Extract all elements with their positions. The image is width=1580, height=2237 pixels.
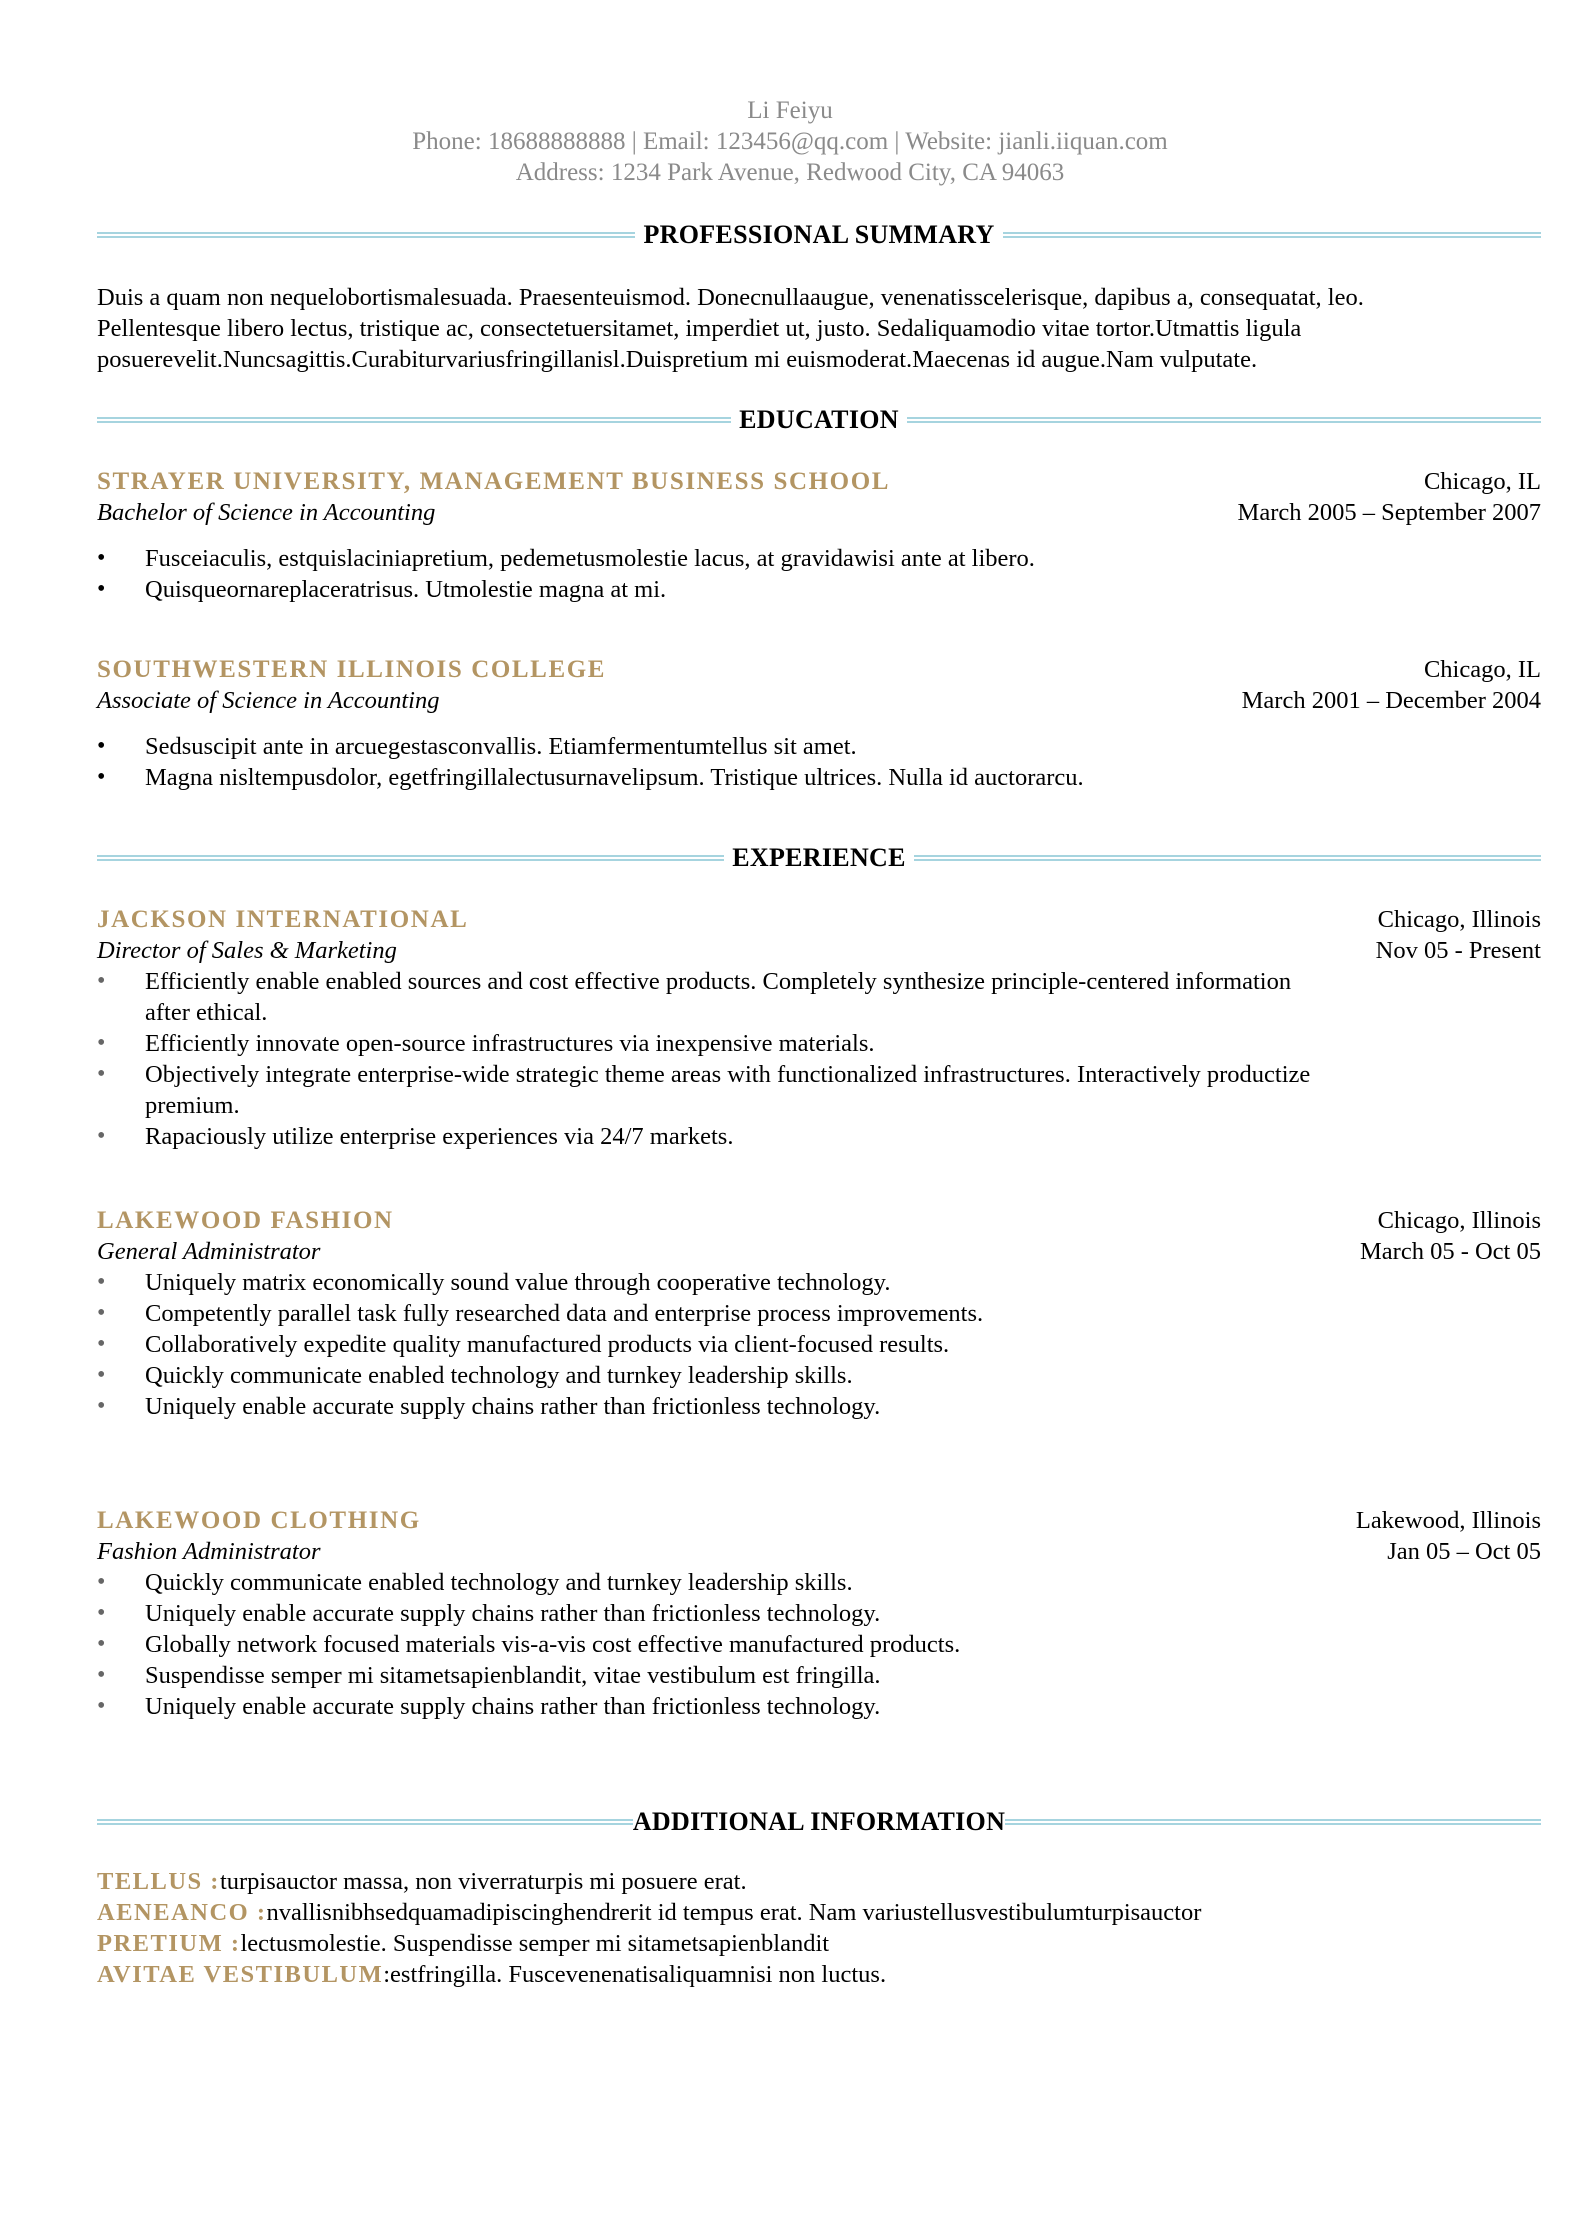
company-location: Chicago, Illinois — [1377, 1207, 1541, 1234]
company-location: Chicago, Illinois — [1377, 906, 1541, 933]
job-dates: March 05 - Oct 05 — [1360, 1238, 1541, 1265]
bullet-list — [97, 966, 1337, 1152]
job-title: Fashion Administrator — [97, 1538, 321, 1565]
divider-rule — [1005, 1819, 1541, 1825]
experience-entry — [97, 904, 1541, 1152]
list-item: • Quickly communicate enabled technology and turnkey leadership skills. — [97, 1567, 1541, 1598]
summary-line: Pellentesque libero lectus, tristique ac, consectetuersitamet, imperdiet ut, justo. Sedaliquamodio vitae tortor.Utmattis ligula — [97, 315, 1302, 342]
list-item: • Suspendisse semper mi sitametsapienblandit, vitae vestibulum est fringilla. — [97, 1660, 1541, 1691]
list-item: • Sedsuscipit ante in arcuegestasconvallis. Etiamfermentumtellus sit amet. — [97, 731, 1541, 762]
job-title: General Administrator — [97, 1238, 321, 1265]
list-item: • Efficiently innovate open-source infrastructures via inexpensive materials. — [97, 1028, 1337, 1059]
list-item: • Uniquely matrix economically sound value through cooperative technology. — [97, 1267, 1541, 1298]
school-location: Chicago, IL — [1423, 656, 1541, 683]
list-item: • Quickly communicate enabled technology and turnkey leadership skills. — [97, 1360, 1541, 1391]
resume-header — [0, 0, 1580, 188]
divider-rule — [914, 855, 1541, 861]
summary-line: Duis a quam non nequelobortismalesuada. Praesenteuismod. Donecnullaaugue, venenatisscelerisque, dapibus a, consequatat, leo. — [97, 284, 1364, 311]
experience-entry — [97, 1205, 1541, 1422]
job-dates: Nov 05 - Present — [1375, 937, 1541, 964]
divider-rule — [97, 855, 724, 861]
company-location: Lakewood, Illinois — [1355, 1507, 1541, 1534]
info-line — [97, 1897, 1541, 1928]
degree: Bachelor of Science in Accounting — [97, 499, 436, 526]
divider-rule — [1003, 232, 1541, 238]
section-title: PROFESSIONAL SUMMARY — [643, 220, 995, 249]
list-item: • Uniquely enable accurate supply chains rather than frictionless technology. — [97, 1391, 1541, 1422]
info-text: :estfringilla. Fuscevenenatisaliquamnisi non luctus. — [383, 1961, 887, 1988]
summary-line: posuerevelit.Nuncsagittis.Curabiturvariusfringillanisl.Duispretium mi euismoderat.Maecenas id augue.Nam vulputate. — [97, 346, 1258, 373]
education-entry — [97, 654, 1541, 793]
info-line — [97, 1866, 1541, 1897]
info-line — [97, 1928, 1541, 1959]
summary-text — [97, 282, 1541, 375]
job-dates: Jan 05 – Oct 05 — [1387, 1538, 1541, 1565]
list-item: • Uniquely enable accurate supply chains rather than frictionless technology. — [97, 1691, 1541, 1722]
additional-info — [97, 1866, 1541, 1990]
list-item: • Objectively integrate enterprise-wide strategic theme areas with functionalized infrastructures. Interactively productize premium. — [97, 1059, 1337, 1121]
info-label: AVITAE VESTIBULUM — [97, 1961, 384, 1988]
info-text: turpisauctor massa, non viverraturpis mi posuere erat. — [219, 1868, 747, 1895]
additional-heading — [97, 1806, 1541, 1838]
divider-rule — [97, 1819, 633, 1825]
list-item: • Competently parallel task fully researched data and enterprise process improvements. — [97, 1298, 1541, 1329]
list-item: • Collaboratively expedite quality manufactured products via client-focused results. — [97, 1329, 1541, 1360]
divider-rule — [907, 417, 1541, 423]
bullet-list — [97, 1267, 1541, 1422]
summary-heading — [97, 219, 1541, 251]
job-title: Director of Sales & Marketing — [97, 937, 397, 964]
education-dates: March 2005 – September 2007 — [1237, 499, 1541, 526]
list-item: • Fusceiaculis, estquislaciniapretium, pedemetusmolestie lacus, at gravidawisi ante at libero. — [97, 543, 1541, 574]
bullet-list — [97, 731, 1541, 793]
school-name: SOUTHWESTERN ILLINOIS COLLEGE — [97, 656, 607, 683]
divider-rule — [97, 232, 635, 238]
education-entry — [97, 466, 1541, 605]
divider-rule — [97, 417, 731, 423]
candidate-name: Li Feiyu — [747, 97, 833, 124]
company-name: LAKEWOOD CLOTHING — [97, 1507, 421, 1534]
contact-line: Phone: 18688888888 | Email: 123456@qq.com | Website: jianli.iiquan.com — [412, 128, 1168, 155]
section-title: EXPERIENCE — [732, 843, 906, 872]
list-item: • Magna nisltempusdolor, egetfringillalectusurnavelipsum. Tristique ultrices. Nulla id auctorarcu. — [97, 762, 1541, 793]
list-item: • Globally network focused materials vis-a-vis cost effective manufactured products. — [97, 1629, 1541, 1660]
list-item: • Rapaciously utilize enterprise experiences via 24/7 markets. — [97, 1121, 1337, 1152]
info-label: AENEANCO : — [97, 1899, 267, 1926]
section-title: ADDITIONAL INFORMATION — [632, 1807, 1006, 1836]
company-name: LAKEWOOD FASHION — [97, 1207, 394, 1234]
section-title: EDUCATION — [739, 405, 899, 434]
education-heading — [97, 404, 1541, 436]
bullet-list — [97, 1567, 1541, 1722]
experience-heading — [97, 842, 1541, 874]
bullet-list — [97, 543, 1541, 605]
school-name: STRAYER UNIVERSITY, MANAGEMENT BUSINESS SCHOOL — [97, 468, 891, 495]
list-item: • Uniquely enable accurate supply chains rather than frictionless technology. — [97, 1598, 1541, 1629]
company-name: JACKSON INTERNATIONAL — [97, 906, 469, 933]
degree: Associate of Science in Accounting — [97, 687, 440, 714]
info-label: TELLUS : — [97, 1868, 220, 1895]
info-label: PRETIUM : — [97, 1930, 241, 1957]
experience-entry — [97, 1505, 1541, 1722]
info-text: nvallisnibhsedquamadipiscinghendrerit id tempus erat. Nam variustellusvestibulumturpisauctor — [266, 1899, 1202, 1926]
info-text: lectusmolestie. Suspendisse semper mi sitametsapienblandit — [240, 1930, 830, 1957]
list-item: • Efficiently enable enabled sources and cost effective products. Completely synthesize principle-centered information after ethical. — [97, 966, 1337, 1028]
education-dates: March 2001 – December 2004 — [1241, 687, 1541, 714]
list-item: • Quisqueornareplaceratrisus. Utmolestie magna at mi. — [97, 574, 1541, 605]
info-line — [97, 1959, 1541, 1990]
address-line: Address: 1234 Park Avenue, Redwood City, CA 94063 — [515, 159, 1065, 186]
school-location: Chicago, IL — [1423, 468, 1541, 495]
